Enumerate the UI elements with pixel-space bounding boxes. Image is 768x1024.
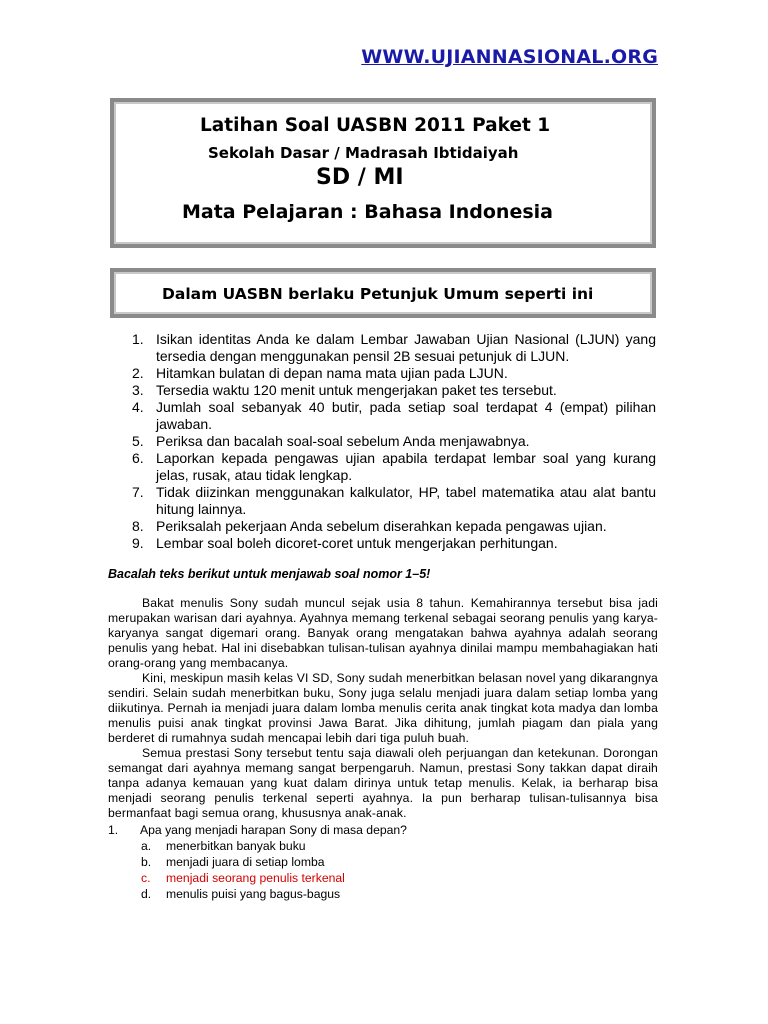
rule-number: 2. xyxy=(132,365,144,381)
option-text: menerbitkan banyak buku xyxy=(166,839,306,853)
rule-item xyxy=(132,331,656,365)
question-1 xyxy=(108,822,658,902)
rule-text: Periksalah pekerjaan Anda sebelum diserahkan kepada pengawas ujian. xyxy=(156,518,607,534)
rule-item xyxy=(132,399,656,433)
passage-paragraph: Kini, meskipun masih kelas VI SD, Sony sudah menerbitkan belasan novel yang dikarangnya sendiri. Selain sudah menerbitkan buku, Sony juga selalu menjadi juara dalam setiap lomba yang diikutinya. Pernah ia menjadi juara dalam lomba menulis cerita anak tingkat kota madya dan lomba menulis puisi anak tingkat provinsi Jawa Barat. Jika dihitung, jumlah piagam dan piala yang berderet di rumahnya sudah mencapai lebih dari tiga puluh buah. xyxy=(108,671,658,745)
option-letter: a. xyxy=(141,839,152,853)
passage-paragraph: Semua prestasi Sony tersebut tentu saja diawali oleh perjuangan dan ketekunan. Dorongan semangat dari ayahnya memang sangat berpengaruh. Namun, prestasi Sony takkan dapat diraih tanpa adanya kemauan yang kuat dalam dirinya untuk tetap menulis. Kelak, ia berharap bisa menjadi seorang penulis terkenal seperti ayahnya. Ia pun berharap tulisan-tulisannya bisa bermanfaat bagi semua orang, khususnya anak-anak. xyxy=(108,746,658,820)
option-letter: b. xyxy=(141,855,152,869)
title-box xyxy=(110,98,656,248)
rule-number: 9. xyxy=(132,535,144,551)
rule-number: 3. xyxy=(132,382,144,398)
rule-number: 6. xyxy=(132,450,144,466)
reading-instruction: Bacalah teks berikut untuk menjawab soal nomor 1–5! xyxy=(108,567,431,581)
rule-text: Isikan identitas Anda ke dalam Lembar Jawaban Ujian Nasional (LJUN) yang tersedia dengan menggunakan pensil 2B sesuai petunjuk di LJUN. xyxy=(156,331,656,364)
option-text: menulis puisi yang bagus-bagus xyxy=(166,887,341,901)
option-d[interactable] xyxy=(108,886,658,902)
subject-title: Mata Pelajaran : Bahasa Indonesia xyxy=(182,201,553,223)
rule-item xyxy=(132,365,656,382)
option-b[interactable] xyxy=(108,854,658,870)
rule-item xyxy=(132,518,656,535)
rule-text: Hitamkan bulatan di depan nama mata ujian pada LJUN. xyxy=(156,365,508,381)
option-text: menjadi juara di setiap lomba xyxy=(166,855,325,869)
option-letter: d. xyxy=(141,887,152,901)
option-text: menjadi seorang penulis terkenal xyxy=(166,871,345,885)
rule-item xyxy=(132,484,656,518)
rule-number: 1. xyxy=(132,331,144,347)
rule-text: Laporkan kepada pengawas ujian apabila terdapat lembar soal yang kurang jelas, rusak, atau tidak lengkap. xyxy=(156,450,656,483)
question-text: Apa yang menjadi harapan Sony di masa depan? xyxy=(140,823,407,837)
passage-paragraph: Bakat menulis Sony sudah muncul sejak usia 8 tahun. Kemahirannya tersebut bisa jadi merupakan warisan dari ayahnya. Ayahnya memang terkenal sebagai seorang penulis yang karya-karyanya sangat digemari orang. Banyak orang mengatakan bahwa ayahnya adalah seorang penulis yang hebat. Hal ini disebabkan tulisan-tulisan ayahnya dinilai mampu membahagiakan hati orang-orang yang membacanya. xyxy=(108,596,658,670)
notice-text: Dalam UASBN berlaku Petunjuk Umum seperti ini xyxy=(162,285,594,303)
rule-text: Tidak diizinkan menggunakan kalkulator, HP, tabel matematika atau alat bantu hitung lainnya. xyxy=(156,484,656,517)
school-level: Sekolah Dasar / Madrasah Ibtidaiyah xyxy=(208,144,519,162)
question-number: 1. xyxy=(108,823,119,837)
rule-item xyxy=(132,433,656,450)
question-stem xyxy=(108,822,658,838)
rule-text: Jumlah soal sebanyak 40 butir, pada setiap soal terdapat 4 (empat) pilihan jawaban. xyxy=(156,399,656,432)
site-link[interactable]: WWW.UJIANNASIONAL.ORG xyxy=(361,46,658,68)
rule-text: Lembar soal boleh dicoret-coret untuk mengerjakan perhitungan. xyxy=(156,535,558,551)
rule-text: Periksa dan bacalah soal-soal sebelum Anda menjawabnya. xyxy=(156,433,530,449)
option-letter: c. xyxy=(141,871,151,885)
rule-number: 7. xyxy=(132,484,144,500)
exam-title: Latihan Soal UASBN 2011 Paket 1 xyxy=(200,115,551,136)
rule-text: Tersedia waktu 120 menit untuk mengerjakan paket tes tersebut. xyxy=(156,382,557,398)
rule-item xyxy=(132,535,656,552)
rule-item xyxy=(132,450,656,484)
option-a[interactable] xyxy=(108,838,658,854)
option-c[interactable] xyxy=(108,870,658,886)
level-code: SD / MI xyxy=(316,165,404,190)
notice-box xyxy=(110,268,656,318)
rule-number: 8. xyxy=(132,518,144,534)
rule-item xyxy=(132,382,656,399)
rule-number: 5. xyxy=(132,433,144,449)
reading-passage xyxy=(108,596,658,821)
rules-list xyxy=(132,331,656,552)
rule-number: 4. xyxy=(132,399,144,415)
